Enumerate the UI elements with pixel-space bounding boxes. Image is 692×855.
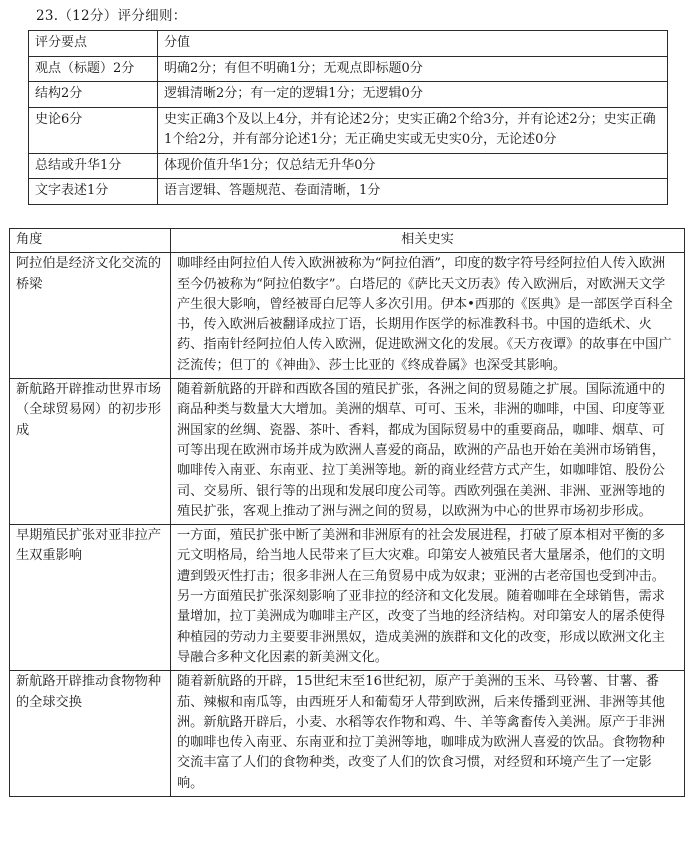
- table-row: [29, 82, 668, 108]
- header-angle: 角度: [10, 229, 171, 253]
- score-value: 体现价值升华1分；仅总结无升华0分: [158, 153, 668, 179]
- scoring-rubric-table: [28, 30, 668, 205]
- table-row: [29, 107, 668, 153]
- header-scoring-point: 评分要点: [29, 31, 158, 57]
- angle-cell: 阿拉伯是经济文化交流的桥梁: [10, 253, 171, 379]
- scoring-point: 文字表述1分: [29, 179, 158, 205]
- table-row: [10, 379, 685, 525]
- score-value: 史实正确3个及以上4分，并有论述2分；史实正确2个给3分，并有论述2分；史实正确1个给2分，并有部分论述1分；无正确史实或无史实0分，无论述0分: [158, 107, 668, 153]
- question-heading: 23.（12分）评分细则：: [36, 8, 187, 24]
- facts-cell: 一方面，殖民扩张中断了美洲和非洲原有的社会发展进程，打破了原本相对平衡的多元文明格局，给当地人民带来了巨大灾难。印第安人被殖民者大量屠杀，他们的文明遭到毁灭性打击；很多非洲人在三角贸易中成为奴隶；亚洲的古老帝国也受到冲击。另一方面殖民扩张深刻影响了亚非拉的经济和文化发展。随着咖啡在全球销售，需求量增加，拉丁美洲成为咖啡主产区，改变了当地的经济结构。对印第安人的屠杀使得种植园的劳动力主要要非洲黑奴，造成美洲的族群和文化的改变，形成以欧洲文化主导融合多种文化因素的新美洲文化。: [171, 525, 685, 671]
- scoring-point: 观点（标题）2分: [29, 56, 158, 82]
- table-row: [29, 56, 668, 82]
- angle-cell: 新航路开辟推动世界市场（全球贸易网）的初步形成: [10, 379, 171, 525]
- table-row: [29, 179, 668, 205]
- historical-facts-table: [9, 228, 685, 797]
- table-row: [10, 525, 685, 671]
- facts-cell: 随着新航路的开辟，15世纪末至16世纪初，原产于美洲的玉米、马铃薯、甘薯、番茄、辣椒和南瓜等，由西班牙人和葡萄牙人带到欧洲，后来传播到亚洲、非洲等其他洲。新航路开辟后，小麦、水稻等农作物和鸡、牛、羊等禽畜传入美洲。原产于非洲的咖啡也传入南亚、东南亚和拉丁美洲等地，咖啡成为欧洲人喜爱的饮品。食物物种交流丰富了人们的食物种类，改变了人们的饮食习惯，对经贸和环境产生了一定影响。: [171, 671, 685, 797]
- facts-cell: 随着新航路的开辟和西欧各国的殖民扩张，各洲之间的贸易随之扩展。国际流通中的商品种类与数量大大增加。美洲的烟草、可可、玉米，非洲的咖啡，中国、印度等亚洲国家的丝绸、瓷器、茶叶、香料，都成为国际贸易中的重要商品，咖啡、烟草、可可等出现在欧洲市场并成为欧洲人喜爱的商品，欧洲的产品也开始在美洲市场销售，咖啡传入南亚、东南亚、拉丁美洲等地。新的商业经营方式产生，如咖啡馆、股份公司、交易所、银行等的出现和发展印度公司等。西欧列强在美洲、非洲、亚洲等地的殖民扩张，客观上推动了洲与洲之间的贸易，以欧洲为中心的世界市场初步形成。: [171, 379, 685, 525]
- scoring-point: 结构2分: [29, 82, 158, 108]
- scoring-point: 史论6分: [29, 107, 158, 153]
- facts-cell: 咖啡经由阿拉伯人传入欧洲被称为“阿拉伯酒”，印度的数字符号经阿拉伯人传入欧洲至今仍被称为“阿拉伯数字”。白塔尼的《萨比天文历表》传入欧洲后，对欧洲天文学产生很大影响，曾经被哥白尼等人多次引用。伊本•西那的《医典》是一部医学百科全书，传入欧洲后被翻译成拉丁语，长期用作医学的标准教科书。中国的造纸术、火药、指南针经阿拉伯人传入欧洲，促进欧洲文化的发展。《天方夜谭》的故事在中国广泛流传；但丁的《神曲》、莎士比亚的《终成眷属》也深受其影响。: [171, 253, 685, 379]
- score-value: 语言逻辑、答题规范、卷面清晰，1分: [158, 179, 668, 205]
- table-row: [10, 253, 685, 379]
- table-header-row: [29, 31, 668, 57]
- table-header-row: [10, 229, 685, 253]
- scoring-point: 总结或升华1分: [29, 153, 158, 179]
- table-row: [29, 153, 668, 179]
- score-value: 明确2分；有但不明确1分；无观点即标题0分: [158, 56, 668, 82]
- table-row: [10, 671, 685, 797]
- angle-cell: 新航路开辟推动食物物种的全球交换: [10, 671, 171, 797]
- header-score-value: 分值: [158, 31, 668, 57]
- angle-cell: 早期殖民扩张对亚非拉产生双重影响: [10, 525, 171, 671]
- score-value: 逻辑清晰2分；有一定的逻辑1分；无逻辑0分: [158, 82, 668, 108]
- header-related-facts: 相关史实: [171, 229, 685, 253]
